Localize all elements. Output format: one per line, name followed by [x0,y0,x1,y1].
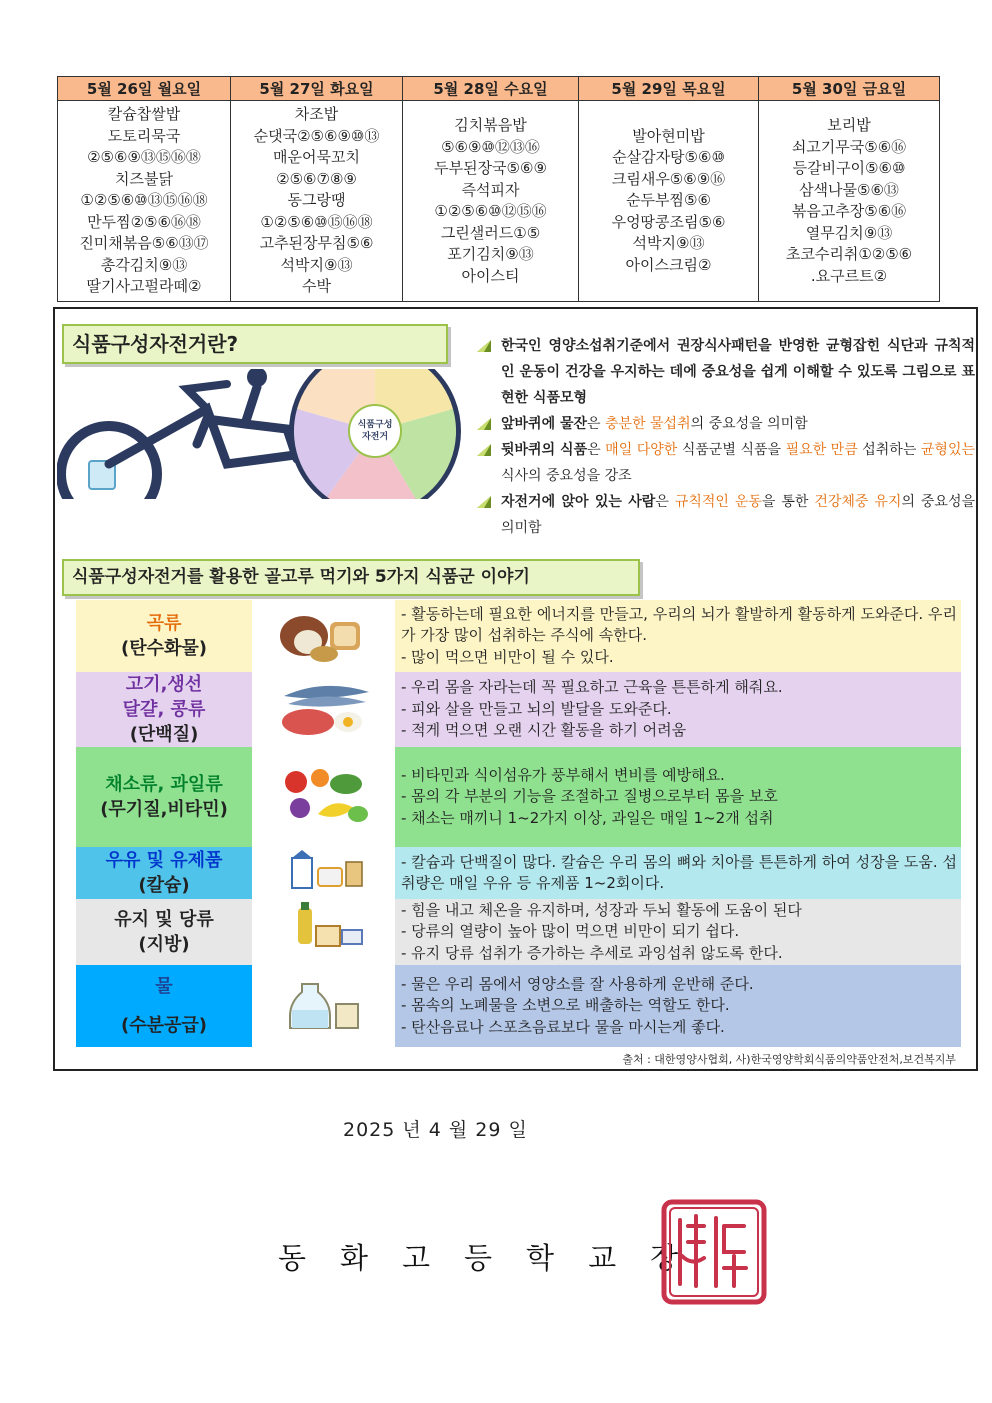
menu-item: 수박 [302,277,331,296]
food-group-desc-line: - 탄산음료나 스포츠음료보다 물을 마시는게 좋다. [401,1017,725,1036]
food-group-name-line [76,772,252,797]
bullet-text: 자전거에 앉아 있는 사람 [501,494,656,510]
section-title-food-bicycle: 식품구성자전거란? [62,324,448,364]
food-group-desc-line: - 많이 먹으면 비만이 될 수 있다. [401,647,614,666]
food-group-desc-line: - 당류의 열량이 높아 많이 먹으면 비만이 되기 쉽다. [401,922,740,941]
food-group-name [76,899,252,965]
food-group-name-line: 우유 및 유제품 [105,850,223,871]
food-group-desc-line: - 물은 우리 몸에서 영양소를 잘 사용하게 운반해 준다. [401,974,754,993]
bullet-text: 앞바퀴에 물잔 [501,416,588,432]
bullet-text: 식품군별 식품을 [677,442,786,458]
food-group-row [76,899,961,965]
bullet-text: 뒷바퀴의 식품 [501,442,588,458]
nutrition-info-box [53,307,978,1071]
oil-sugar-icon [252,899,395,965]
bullet-text: 충분한 물섭취 [605,416,691,432]
menu-item: 그린샐러드①⑤ [440,223,541,242]
menu-item: 아이스크림② [625,255,712,274]
bullet-text: 균형있는 [920,442,975,458]
food-group-name-line: (칼슘) [138,875,190,896]
menu-item: .요구르트② [810,266,888,285]
bullet-text: 섭취하는 [857,442,921,458]
food-group-name-line: 물 [155,976,173,997]
weekly-menu-table [57,76,940,302]
issue-date: 2025 년 4 월 29 일 [343,1119,528,1141]
food-group-desc-line: - 몸의 각 부분의 기능을 조절하고 질병으로부터 몸을 보호 [401,787,778,806]
menu-item: 아이스티 [461,266,520,285]
bullet-text: 은 [655,494,675,510]
menu-item: 열무김치⑨⑬ [805,223,893,242]
food-groups-table [76,600,961,1047]
bullet-text: 식사의 중요성을 강조 [501,468,632,484]
food-group-desc-line: - 유지 당류 섭취가 증가하는 추세로 과잉섭취 않도록 한다. [401,943,783,962]
food-group-desc-line: - 우리 몸을 자라는데 꼭 필요하고 근육을 튼튼하게 해줘요. [401,678,783,697]
food-group-description [395,747,961,847]
food-group-name [76,672,252,747]
menu-item: 발아현미밥 [632,126,705,145]
menu-item: ②⑤⑥⑨⑬⑮⑯⑱ [87,148,201,167]
menu-day-cell-thu [579,101,759,302]
menu-item: 석박지⑨⑬ [280,255,353,274]
food-bicycle-illustration [57,369,477,499]
menu-item: ①②⑤⑥⑩⑫⑮⑯ [434,202,547,220]
bullet-triangle-icon [477,340,491,352]
menu-item: 볶음고추장⑤⑥⑯ [791,202,907,220]
food-group-description [395,965,961,1047]
menu-item: ⑤⑥⑨⑩⑫⑬⑯ [441,137,540,156]
menu-day-header: 5월 27일 화요일 [231,77,403,101]
food-group-name-line: (무기질,비타민) [100,799,228,820]
bullet-item [477,489,975,541]
food-group-name-line: 고기,생선 [125,674,203,695]
bullet-text: 의 중요성을 의미함 [501,494,975,536]
official-seal-icon [658,1196,770,1308]
food-group-description [395,672,961,747]
menu-item: 치즈불닭 [115,169,173,188]
food-group-name [76,747,252,847]
menu-item: 동그랑땡 [287,191,346,210]
menu-item: 딸기사고펄라떼② [86,277,202,296]
menu-item: ①②⑤⑥⑩⑬⑮⑯⑱ [80,191,208,210]
menu-item: 차조밥 [294,105,339,124]
bullet-triangle-icon [477,496,491,508]
menu-item: 칼슘찹쌀밥 [107,105,181,124]
bullet-text: 건강체중 유지 [814,494,902,510]
food-group-name-line: 달걀, 콩류 [122,699,206,720]
menu-item: 포기김치⑨⑬ [447,245,534,263]
menu-item: 순살감자탕⑤⑥⑩ [612,148,725,167]
bullet-text: 을 통한 [761,494,815,510]
menu-day-header: 5월 28일 수요일 [403,77,579,101]
food-group-name-line: (탄수화물) [120,638,207,659]
food-group-name [76,847,252,899]
food-group-desc-line: - 피와 살을 만들고 뇌의 발달을 도와준다. [401,699,672,718]
bullet-text: 매일 다양한 [605,442,678,458]
food-group-desc-line: - 몸속의 노폐물을 소변으로 배출하는 역할도 한다. [401,996,730,1015]
menu-day-cell-wed [403,101,579,302]
menu-item: 쇠고기무국⑤⑥⑯ [791,137,907,156]
menu-item: 순두부찜⑤⑥ [626,191,711,210]
food-group-description [395,600,961,672]
bullet-text: 필요한 만큼 [785,442,858,458]
menu-items-row [58,101,940,302]
menu-day-cell-fri [759,101,940,302]
wheel-label: 자전거 [361,432,389,442]
menu-day-header: 5월 29일 목요일 [579,77,759,101]
bullet-text: 한국인 영양소섭취기준에서 권장식사패턴을 반영한 균형잡힌 식단과 규칙적인 운동이 건강을 우지하는 데에 중요성을 쉽게 이해할 수 있도록 그림으로 표현한 식품모형 [501,338,975,406]
menu-item: 총각김치⑨⑬ [100,255,188,274]
menu-day-header: 5월 30일 금요일 [759,77,940,101]
food-group-desc-line: - 적게 먹으면 오랜 시간 활동을 하기 어려움 [401,721,687,740]
bicycle-explanation-list [477,333,975,541]
bullet-item [477,333,975,411]
food-group-row [76,965,961,1047]
menu-header-row [58,77,940,101]
food-group-name-part: 채소류, 과일류 [105,774,223,795]
food-group-name-line: (단백질) [129,724,199,745]
food-group-desc-line: - 채소는 매끼니 1~2가지 이상, 과일은 매일 1~2개 섭취 [401,808,774,827]
food-group-row [76,672,961,747]
food-wheel-icon [293,369,457,499]
menu-item: 진미채볶음⑤⑥⑬⑰ [79,234,209,253]
protein-icon [252,672,395,747]
menu-item: 등갈비구이⑤⑥⑩ [792,159,906,177]
school-principal-signature: 동화고등학교장 [278,1241,713,1275]
food-group-row [76,600,961,672]
wheel-label: 식품구성 [357,420,393,430]
bullet-item [477,411,975,437]
bullet-text: 은 [587,442,606,458]
food-group-name-line: 곡류 [146,613,182,634]
source-citation: 출처 : 대한영양사협회, 사)한국영양학회식품의약품안전처,보건복지부 [622,1053,956,1066]
water-icon [252,965,395,1047]
menu-item: 보리밥 [827,116,871,134]
menu-item: 우엉땅콩조림⑤⑥ [611,212,726,231]
menu-item: 크림새우⑤⑥⑨⑯ [611,169,726,188]
food-group-row [76,747,961,847]
menu-item: 석박지⑨⑬ [632,234,705,253]
menu-item: 김치볶음밥 [454,116,527,134]
menu-item: 초코수리취①②⑤⑥ [785,245,913,263]
food-group-desc-line: - 활동하는데 필요한 에너지를 만들고, 우리의 뇌가 활발하게 활동하게 도와준다. 우리가 가장 많이 섭취하는 주식에 속한다. [401,604,957,645]
food-group-description [395,899,961,965]
bullet-text: 의 중요성을 의미함 [690,416,808,432]
menu-item: ①②⑤⑥⑩⑮⑯⑱ [260,212,373,231]
menu-day-header: 5월 26일 월요일 [58,77,231,101]
menu-item: 즉석피자 [461,180,520,199]
food-group-name-line: (수분공급) [120,1015,207,1036]
menu-item: 만두찜②⑤⑥⑯⑱ [87,212,201,231]
food-group-desc-line: - 칼슘과 단백질이 많다. 칼슘은 우리 몸의 뼈와 치아를 튼튼하게 하여 성장을 도움. 섭취량은 매일 우유 등 유제품 1~2회이다. [401,852,957,892]
food-group-name [76,600,252,672]
menu-day-cell-tue [231,101,403,302]
bullet-text: 규칙적인 운동 [674,494,762,510]
food-group-desc-line: - 비타민과 식이섬유가 풍부해서 변비를 예방해요. [401,765,725,784]
food-group-desc-line: - 힘을 내고 체온을 유지하며, 성장과 두뇌 활동에 도움이 된다 [401,900,802,919]
bullet-item [477,437,975,489]
bullet-text: 은 [587,416,606,432]
menu-item: 두부된장국⑤⑥⑨ [434,159,547,177]
menu-item: 매운어묵꼬치 [273,148,360,167]
menu-day-cell-mon [58,101,231,302]
food-group-name-line: (지방) [138,934,190,955]
menu-item: 도토리묵국 [107,126,181,145]
dairy-icon [252,847,395,899]
vegetable-fruit-icon [252,747,395,847]
bullet-triangle-icon [477,444,491,456]
section-title-five-food-groups: 식품구성자전거를 활용한 골고루 먹기와 5가지 식품군 이야기 [62,559,640,596]
menu-item: ②⑤⑥⑦⑧⑨ [276,169,357,188]
menu-item: 순댓국②⑤⑥⑨⑩⑬ [253,126,380,145]
menu-item: 삼색나물⑤⑥⑬ [799,180,899,199]
food-group-row [76,847,961,899]
grain-icon [252,600,395,672]
bullet-triangle-icon [477,418,491,430]
food-group-name-line: 유지 및 당류 [114,909,214,930]
menu-item: 고추된장무침⑤⑥ [259,234,374,253]
food-group-name [76,965,252,1047]
food-group-description [395,847,961,899]
